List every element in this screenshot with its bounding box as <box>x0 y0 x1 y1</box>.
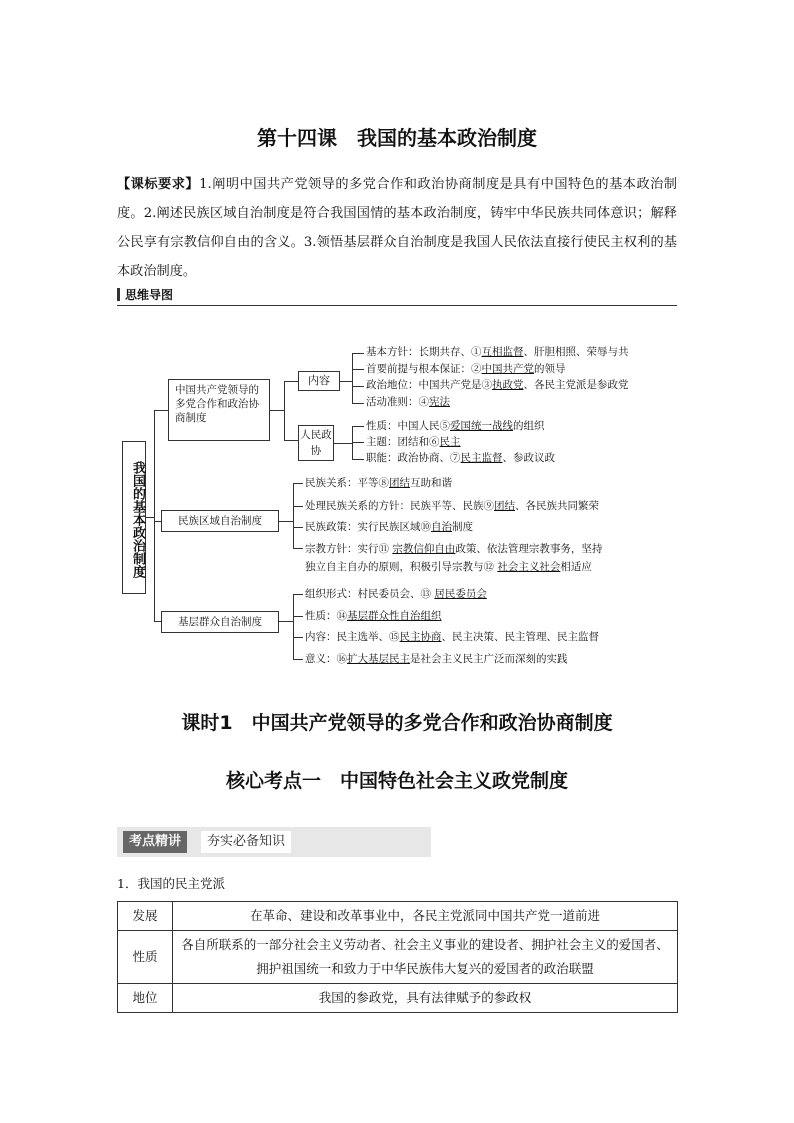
requirements-tag: 【课标要求】 <box>117 177 200 192</box>
connector <box>293 594 294 659</box>
key-point-label: 考点精讲 <box>123 831 187 853</box>
row-header: 地位 <box>118 984 173 1013</box>
row-value: 在革命、建设和改革事业中，各民主党派同中国共产党一道前进 <box>173 902 678 931</box>
leaf-grassroots-significance: 意义：⑯扩大基层民主是社会主义民主广泛而深刻的实践 <box>305 653 568 665</box>
leaf-religion-policy: 宗教方针：实行⑪ 宗教信仰自由政策、依法管理宗教事务，坚持 <box>305 543 603 555</box>
connector <box>334 443 352 444</box>
table-row <box>118 984 678 1013</box>
connector <box>293 594 303 595</box>
connector <box>270 410 284 411</box>
row-header: 发展 <box>118 902 173 931</box>
leaf-ethnic-relations: 民族关系：平等⑧团结互助和谐 <box>305 477 452 489</box>
connector <box>146 517 154 518</box>
row-header: 性质 <box>118 931 173 984</box>
connector <box>293 659 303 660</box>
key-point-subtitle: 夯实必备知识 <box>201 831 291 853</box>
connector <box>293 548 303 549</box>
connector <box>352 403 364 404</box>
branch-grassroots-autonomy: 基层群众自治制度 <box>161 611 279 633</box>
requirements-text: 1.阐明中国共产党领导的多党合作和政治协商制度是具有中国特色的基本政治制度。2.阐述民族区域自治制度是符合我国国情的基本政治制度，铸牢中华民族共同体意识；解释公民享有宗教信仰自由的含义。3.领悟基层群众自治制度是我国人民依法直接行使民主权利的基本政治制度。 <box>117 177 677 279</box>
curriculum-requirements <box>117 170 677 286</box>
connector <box>279 521 293 522</box>
connector <box>352 426 364 427</box>
connector <box>284 381 285 440</box>
connector <box>293 483 303 484</box>
row-value: 我国的参政党，具有法律赋予的参政权 <box>173 984 678 1013</box>
header-rule <box>117 305 677 306</box>
connector <box>154 410 168 411</box>
mindmap-header <box>117 286 677 304</box>
lesson-title: 第十四课 我国的基本政治制度 <box>257 126 537 150</box>
leaf-grassroots-content: 内容：民主选举、⑮民主协商、民主决策、民主管理、民主监督 <box>305 631 599 643</box>
table-row <box>118 931 678 984</box>
connector <box>352 353 364 354</box>
leaf-basic-policy: 基本方针：长期共存、①互相监督、肝胆相照、荣辱与共 <box>366 346 629 358</box>
mindmap-header-text: 思维导图 <box>125 288 174 302</box>
connector <box>293 483 294 548</box>
leaf-cppcc-function: 职能：政治协商、⑦民主监督、参政议政 <box>366 452 555 464</box>
connector <box>279 621 293 622</box>
connector <box>284 440 298 441</box>
leaf-grassroots-nature: 性质：⑭基层群众性自治组织 <box>305 610 442 622</box>
connector <box>293 637 303 638</box>
leaf-cppcc-theme: 主题：团结和⑥民主 <box>366 436 461 448</box>
leaf-principle: 活动准则：④宪法 <box>366 396 450 408</box>
node-cppcc: 人民政协 <box>298 425 334 461</box>
connector <box>154 621 161 622</box>
connector <box>352 369 364 370</box>
connector <box>352 353 353 403</box>
connector <box>352 386 364 387</box>
mindmap-root: 我国的基本政治制度 <box>122 441 146 594</box>
core-point-title: 核心考点一 中国特色社会主义政党制度 <box>225 770 568 792</box>
leaf-premise: 首要前提与根本保证：②中国共产党的领导 <box>366 363 566 375</box>
connector <box>340 381 352 382</box>
democratic-parties-table <box>117 901 678 1013</box>
header-bar <box>117 288 120 301</box>
leaf-cppcc-nature: 性质：中国人民⑤爱国统一战线的组织 <box>366 420 545 432</box>
leaf-ethnic-policy: 民族政策：实行民族区域⑩自治制度 <box>305 521 473 533</box>
item-heading: 1．我国的民主党派 <box>117 876 225 891</box>
node-content: 内容 <box>298 371 340 391</box>
connector <box>284 381 298 382</box>
connector <box>352 442 364 443</box>
connector <box>154 410 155 622</box>
table-row <box>118 902 678 931</box>
connector <box>293 527 303 528</box>
branch-ethnic-autonomy: 民族区域自治制度 <box>161 510 279 532</box>
connector <box>154 521 161 522</box>
leaf-org-form: 组织形式：村民委员会、⑬ 居民委员会 <box>305 588 487 600</box>
leaf-ethnic-guideline: 处理民族关系的方针：民族平等、民族⑨团结、各民族共同繁荣 <box>305 500 599 512</box>
connector <box>352 459 364 460</box>
leaf-religion-principle: 独立自主自办的原则，积极引导宗教与⑫ 社会主义社会相适应 <box>305 561 592 573</box>
key-point-banner <box>117 827 431 857</box>
leaf-status: 政治地位：中国共产党是③执政党、各民主党派是参政党 <box>366 379 629 391</box>
connector <box>293 616 303 617</box>
row-value: 各自所联系的一部分社会主义劳动者、社会主义事业的建设者、拥护社会主义的爱国者、拥护祖国统一和致力于中华民族伟大复兴的爱国者的政治联盟 <box>173 931 678 984</box>
period-title: 课时1 中国共产党领导的多党合作和政治协商制度 <box>181 712 613 734</box>
connector <box>293 506 303 507</box>
branch-multiparty: 中国共产党领导的多党合作和政治协商制度 <box>168 379 270 441</box>
